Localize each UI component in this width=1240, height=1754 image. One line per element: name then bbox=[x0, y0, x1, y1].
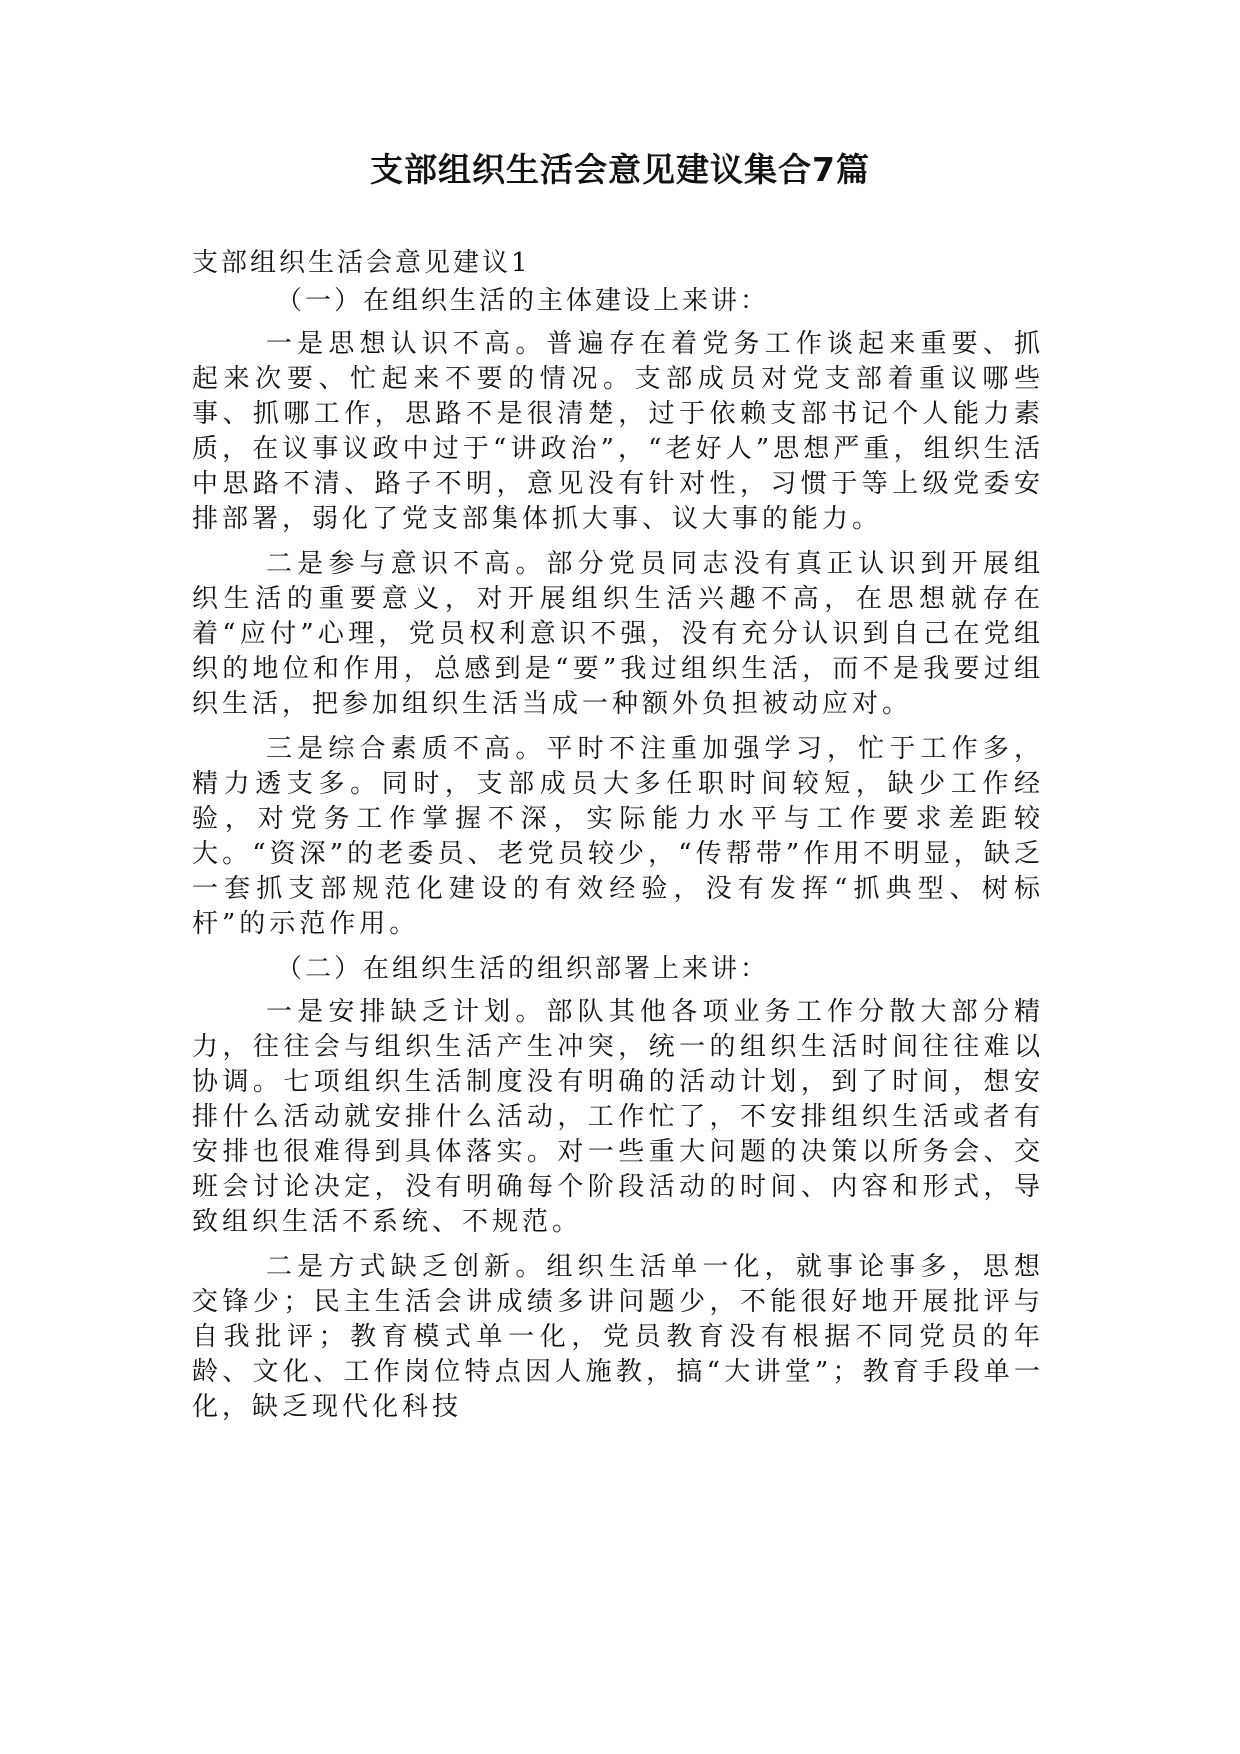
document-subtitle: 支部组织生活会意见建议1 bbox=[192, 248, 531, 278]
paragraph: 二是参与意识不高。部分党员同志没有真正认识到开展组织生活的重要意义，对开展组织生活兴趣不高，在思想就存在着“应付”心理，党员权利意识不强，没有充分认识到自己在党组织的地位和作用，总感到是“要”我过组织生活，而不是我要过组织生活，把参加组织生活当成一种额外负担被动应对。 bbox=[192, 549, 1044, 719]
paragraph: 一是思想认识不高。普遍存在着党务工作谈起来重要、抓起来次要、忙起来不要的情况。支部成员对党支部着重议哪些事、抓哪工作，思路不是很清楚，过于依赖支部书记个人能力素质，在议事议政中过于“讲政治”，“老好人”思想严重，组织生活中思路不清、路子不明，意见没有针对性，习惯于等上级党委安排部署，弱化了党支部集体抓大事、议大事的能力。 bbox=[192, 329, 1044, 534]
section-heading-1: （一）在组织生活的主体建设上来讲： bbox=[276, 286, 770, 316]
document-title: 支部组织生活会意见建议集合7篇 bbox=[370, 150, 870, 189]
document-body bbox=[192, 246, 1044, 1435]
section-heading-2: （二）在组织生活的组织部署上来讲： bbox=[276, 954, 770, 984]
paragraph: 二是方式缺乏创新。组织生活单一化，就事论事多，思想交锋少；民主生活会讲成绩多讲问题少，不能很好地开展批评与自我批评；教育模式单一化，党员教育没有根据不同党员的年龄、文化、工作岗位特点因人施教，搞“大讲堂”；教育手段单一化，缺乏现代化科技 bbox=[192, 1252, 1044, 1422]
paragraph: 三是综合素质不高。平时不注重加强学习，忙于工作多，精力透支多。同时，支部成员大多任职时间较短，缺少工作经验，对党务工作掌握不深，实际能力水平与工作要求差距较大。“资深”的老委员、老党员较少，“传帮带”作用不明显，缺乏一套抓支部规范化建设的有效经验，没有发挥“抓典型、树标杆”的示范作用。 bbox=[192, 734, 1044, 939]
paragraph: 一是安排缺乏计划。部队其他各项业务工作分散大部分精力，往往会与组织生活产生冲突，统一的组织生活时间往往难以协调。七项组织生活制度没有明确的活动计划，到了时间，想安排什么活动就安排什么活动，工作忙了，不安排组织生活或者有安排也很难得到具体落实。对一些重大问题的决策以所务会、交班会讨论决定，没有明确每个阶段活动的时间、内容和形式，导致组织生活不系统、不规范。 bbox=[192, 997, 1044, 1237]
